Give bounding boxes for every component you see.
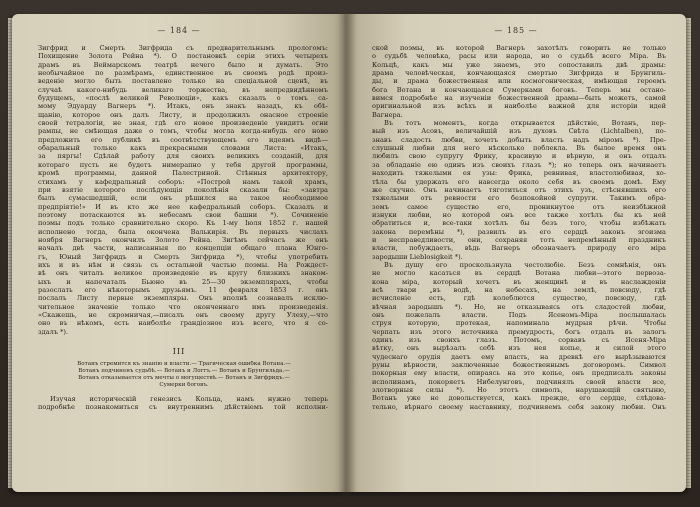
text-line: стихамъ у кафедральный соборъ: «Построй намъ такой храмъ, <box>38 177 328 186</box>
text-line: закона перемѣны *), развилъ въ его сердцѣ законъ эгоизма <box>372 227 666 236</box>
text-line: своей тетралогіи, не зная, гдѣ его новое произведеніе увидитъ огни <box>38 119 328 128</box>
text-line: предложить его публикѣ въ соотвѣтствующемъ его идеямъ видѣ— <box>38 135 328 144</box>
text-line: рампы, не смѣющая даже о томъ, чтобы могла когда-нибудь его ново <box>38 127 328 136</box>
book-gutter <box>338 14 356 492</box>
text-line: случаѣ какого-нибудь великаго торжества, въ непредвидѣнномъ <box>38 85 328 94</box>
text-line: началъ двѣ части, написанныя по концепціи общаго плана Юнго- <box>38 244 328 253</box>
text-line: Вотанъ отказывается отъ мечты о могуществѣ.— Вотанъ и Зигфридъ.— <box>78 375 290 381</box>
text-line: находить тяжелыми ея узы: Фрика, ревнивая, властолюбивая, хо- <box>372 169 666 178</box>
text-line: Зигфрид и Смерть Зигфрида съ предварительнымъ прологомъ: <box>38 44 328 52</box>
text-line: чительное значеніе только что оконченнаго имъ произведенія. <box>38 302 328 311</box>
text-line: при взятіе которого послѣдующія поколѣнія сказали бы: «завтра <box>38 185 328 194</box>
text-line: будущемъ, «послѣ великой Революціи», какъ сказалъ о томъ са- <box>38 94 328 103</box>
left-page-text <box>38 44 328 336</box>
text-line: оригинальной изъ всѣхъ и наиболѣе важной для исторіи идей <box>372 102 666 111</box>
text-line: вѣ онъ читалъ великое произведеніе въ кругу близкихъ знаком- <box>38 269 328 278</box>
text-line: Сумерки боговъ. <box>159 382 209 388</box>
text-line: онъ пожелалъ власти. Подъ Ясеномъ-Міра послышалась <box>372 311 666 319</box>
text-line: вѣтку, онъ вырѣзалъ себѣ изъ нея копье, и силой этого <box>372 344 666 353</box>
text-line: Вотанъ уже не довольствуется, какъ прежде, его сердце, слѣдова- <box>372 394 666 403</box>
text-line: тѣла бы удержать его навсегда около себя въ своемъ домѣ. Ему <box>372 177 666 186</box>
text-line: необычайное по размѣрамъ, единственное въ своемъ родѣ произ- <box>38 69 328 78</box>
text-line: изнуки любви, но которой онъ все также хотѣлъ бы къ ней <box>372 210 666 219</box>
text-line: ской поэмы, въ которой Вагнеръ захотѣлъ говорить не только <box>372 44 666 52</box>
text-line: обратиться и, все-таки хотѣлъ бы безъ того, чтобы избѣжать <box>372 219 666 228</box>
text-line: тяжелыми отъ ревности его безпокойной супруги. Такимъ обра- <box>372 194 666 203</box>
text-line: бога Вотана и кончающаяся Сумерками боговъ. Теперь мы остано- <box>372 85 666 94</box>
text-line: поэтому потаскаются въ небесамъ свои башни *). Сочиненіе <box>38 210 328 219</box>
text-line: струя которую, протекая, напоминала мудрыя рѣчи. Чтобы <box>372 319 666 328</box>
text-line: Кольцѣ, какъ мы уже знаемъ, это сопоставилъ двѣ драмы: <box>372 60 666 69</box>
text-line: тельно, вѣрнаго своему наставнику, подчиняемъ себя закону любви. Онъ <box>372 402 666 411</box>
text-line: Похищение Золота Рейна *). О постановкѣ серіи этихъ четырехъ <box>38 52 328 61</box>
text-line: Вотанъ подчиненъ судьбѣ.— Вотанъ и Логгъ.— Вотанъ и Брунгильда.— <box>78 368 290 374</box>
text-line: гъ, Юный Зигфридъ и Смерть Зигфрида *), чтобы употребить <box>38 252 328 261</box>
text-line: и несправедливости, они, сохраняя тотъ непремѣнный праздникъ <box>372 235 666 244</box>
page-number: — 185 — <box>494 26 538 35</box>
text-line: разослать его нѣкоторымъ друзьямъ. 11 февраля 1853 г. онъ <box>38 285 328 294</box>
text-line: покорныя ему власти, опираясь на это копье, онъ предписалъ законы <box>372 369 666 378</box>
text-line: о судьбѣ человѣка, расы или народа, но о судьбѣ всего Міра. Въ <box>372 52 666 61</box>
text-line: ноября Вагнеръ окончилъ Золото Рейна. Зигѣмъ сейчасъ же онъ <box>38 235 328 244</box>
text-line: исполнено тогда, была окончена Валькирія. Въ первыхъ числахъ <box>38 227 328 236</box>
left-page <box>12 14 346 492</box>
text-line: слушный любви для него нѣсколько поблекла. Въ былое время онъ <box>372 144 666 153</box>
text-line: Въ тотъ моментъ, когда открывается дѣйствіе, Вотанъ, пер- <box>384 119 666 128</box>
text-line: же скучно. Онъ начинаетъ тяготиться отъ этихъ узъ, стѣснявшихъ его <box>372 185 666 194</box>
text-line: мому Эдуарду Вагнеръ *). Итакъ, онъ знакъ назадъ, къ обѣ- <box>38 102 328 111</box>
text-line: былъ сумасшедшій, если онъ рѣшился на такое необходимое <box>38 194 328 203</box>
text-line: вимся подробнѣе на изученіи божественной драмы—быть можетъ, самой <box>372 94 666 103</box>
text-line: «Скажешь, не скромничая,—писалъ онъ своему другу Улеху,—что <box>38 311 328 319</box>
text-line: за пяргы! Сдѣлай работу для своихъ великихъ созданій, для <box>38 152 328 161</box>
text-line: Вотанъ стремится къ знанію и власти.— Трагическая ошибка Вотана.— <box>77 361 291 367</box>
text-line: за обладаніе ею одинъ изъ своихъ глазъ *); но теперь онъ начинаетъ <box>372 160 666 169</box>
text-line: власти, побуждаетъ, вѣдь Вагнеръ обозначаетъ природу его міра <box>372 244 666 253</box>
text-line: злотворныя силы *). Но этотъ символъ, нарушающій святыню, <box>372 386 666 395</box>
text-line: ыхъ и напечаталъ Бьюно въ 25—30 экземплярахъ, чтобы <box>38 277 328 286</box>
text-line: веденіе могло быть поставлено только на спеціальной сценѣ, въ <box>38 77 328 86</box>
text-line: Вагнера. <box>372 110 403 119</box>
right-page-text <box>372 44 666 411</box>
text-line: исчисленіе есть, гдѣ колеблются существо, повсюду, гдѣ <box>372 294 666 303</box>
text-line: подробнѣе познакомиться съ внутреннимъ дѣйствіемъ той исполни- <box>38 403 328 412</box>
text-line: обаральный только какъ прекрасными словами Листа: «Итакъ, <box>38 144 328 153</box>
text-line: вый изъ Асовъ, величайшій изъ духовъ Свѣта (Lichtalben), по- <box>372 127 666 136</box>
section-summary <box>42 361 326 389</box>
left-page-text-bottom <box>38 395 328 412</box>
text-line: драма человѣческая, кончающаяся смертью Зигфрида и Брунгиль- <box>372 69 666 78</box>
text-line: одинъ изъ своихъ глазъ. Потомъ, сорвавъ съ Ясеня-Міра <box>372 336 666 345</box>
text-line: знавъ сладость любви, хочетъ добыть власть надъ міромъ *). Пре- <box>372 135 666 144</box>
text-line: щанію, которое онъ далъ Листу, и продолжилъ онасное строеніе <box>38 110 328 119</box>
text-line: Въ душу его проскользнула честолюбіе. Безъ сомнѣнія, онъ <box>384 260 666 269</box>
text-line: чудеснаго орудія даетъ ему власть, на древкѣ его вырѣзываются <box>372 352 666 361</box>
text-line: предпріятіе!» И въ кто же нее кафедральный соборъ. Сказалъ и <box>38 202 328 211</box>
page-edges-right <box>686 18 691 488</box>
text-line: поэмы подъ только сравнительно скоро. Къ 1-му Іюля 1852 г. нашей <box>38 219 328 228</box>
text-line: исполинамъ, покоряетъ Нибелунговъ, подчинялъ своей власти все, <box>372 377 666 386</box>
text-line: всѣ твари „въ водѣ, на небесахъ, на землѣ, повсюду, гдѣ <box>372 285 666 294</box>
page-number: — 184 — <box>157 26 201 35</box>
section-numeral: III <box>172 347 186 356</box>
text-line: зомъ самое существо его, проникнутое отъ неизбѣжной <box>372 202 666 211</box>
text-line: ихъ и въ нѣм и связь съ остальной частью поэмы. На Рождест- <box>38 260 328 269</box>
text-line: Изучая историческій генезисъ Кольца, намъ нужно теперь <box>50 395 328 403</box>
text-line: здалъ *). <box>38 327 69 336</box>
text-line: ды, и драма божественная или космогоническая, имѣющая героемъ <box>372 77 666 86</box>
text-line: кромѣ программы, данной Палестриной. Стѣнныя архитектору, <box>38 169 328 178</box>
text-line: кона міра, который хочетъ въ женщинѣ и въ наслажденіи <box>372 277 666 286</box>
text-line: послалъ Листу первые экземпляры. Онъ вполнѣ сознавалъ исклю- <box>38 294 328 303</box>
text-line: оно въ нѣкомъ, есть наиболѣе грандіозное изъ всего, что я со- <box>38 319 328 328</box>
text-line: зародыши Lieblosigkeit *). <box>372 252 463 261</box>
text-line: руны вѣрности, заключенные божественнымъ договоромъ. Символ <box>372 361 666 370</box>
text-line: не могло касаться въ сердцѣ Вотана любви—этого первоза- <box>372 269 666 278</box>
text-line: драмъ въ Веймарскомъ театрѣ нечего было и думать. Это <box>38 60 328 69</box>
text-line: вѣчная зародышъ *). Но, не отказываясь отъ сладостей любви, <box>372 302 666 311</box>
text-line: любилъ свою супругу Фрику, красивую и вѣрную, и онъ отдалъ <box>372 152 666 161</box>
text-line: котораго пусть не будетъ нимерапно у тебя другой программы, <box>38 160 328 169</box>
text-line: черпать изъ этого источника премудрость, богъ отдалъ въ залогъ <box>372 327 666 336</box>
right-page <box>346 14 686 492</box>
